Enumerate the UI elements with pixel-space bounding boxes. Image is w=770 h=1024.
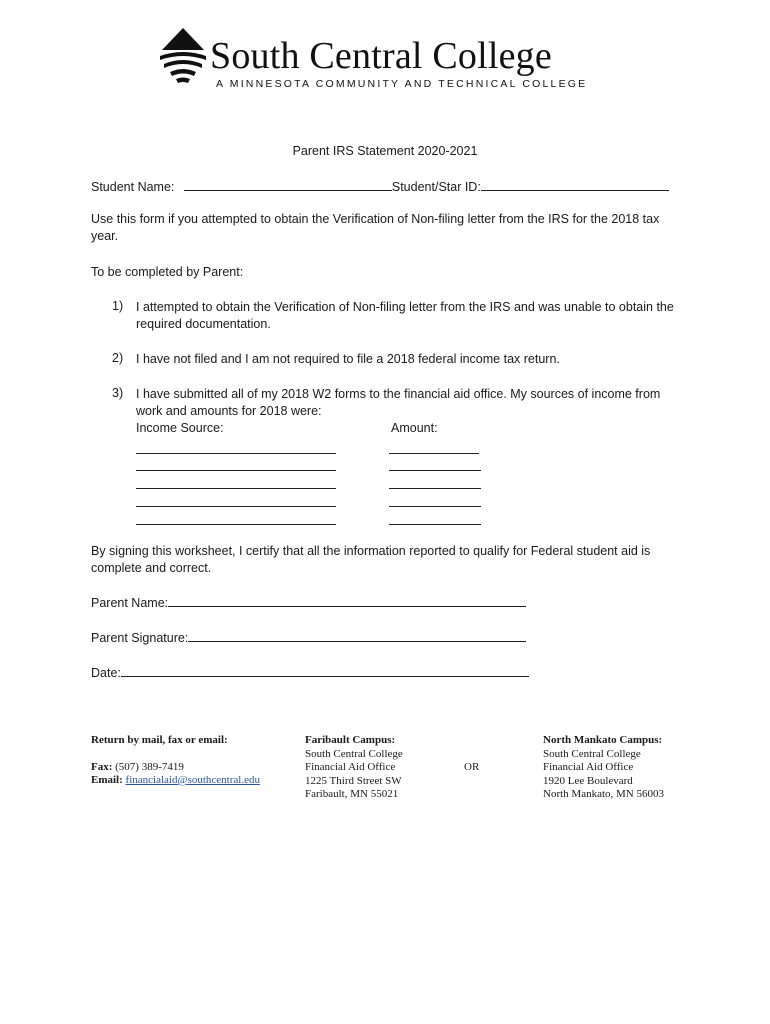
income-source-field[interactable] — [136, 441, 336, 454]
item-1-number: 1) — [112, 299, 124, 313]
faribault-heading: Faribault Campus: — [305, 734, 396, 746]
parent-name-field[interactable] — [168, 594, 526, 607]
certify-text: By signing this worksheet, I certify that all the information reported to qualify for Federal student aid is complete and correct. — [91, 544, 651, 575]
intro-text: Use this form if you attempted to obtain the Verification of Non-filing letter from the IRS for the 2018 tax year. — [91, 212, 660, 243]
faribault-line: Faribault, MN 55021 — [305, 788, 399, 800]
amount-field[interactable] — [389, 441, 479, 454]
item-3-number: 3) — [112, 386, 124, 400]
faribault-line: 1225 Third Street SW — [305, 774, 402, 787]
income-source-field[interactable] — [136, 458, 336, 471]
faribault-line: Financial Aid Office — [305, 761, 396, 773]
amount-field[interactable] — [389, 458, 481, 471]
parent-name-row — [91, 594, 526, 612]
item-2-number: 2) — [112, 351, 124, 365]
date-row — [91, 664, 529, 682]
student-name-label: Student Name: — [91, 180, 175, 194]
north-mankato-campus — [543, 734, 664, 802]
student-name-row — [91, 178, 669, 196]
item-1-text: I attempted to obtain the Verification of Non-filing letter from the IRS and was unable to obtain the required documentation. — [136, 300, 674, 331]
page-title: Parent IRS Statement 2020-2021 — [292, 144, 478, 158]
north-mankato-heading: North Mankato Campus: — [543, 734, 663, 746]
amount-field[interactable] — [389, 476, 481, 489]
or-separator: OR — [464, 761, 480, 773]
college-logo — [158, 26, 618, 96]
student-name-field[interactable] — [184, 178, 392, 191]
college-tagline: A MINNESOTA COMMUNITY AND TECHNICAL COLLEGE — [216, 78, 588, 90]
parent-signature-label: Parent Signature: — [91, 631, 189, 645]
student-id-label: Student/Star ID: — [391, 180, 481, 194]
north-mankato-line: South Central College — [543, 747, 641, 760]
income-source-field[interactable] — [136, 494, 336, 507]
north-mankato-line: Financial Aid Office — [543, 761, 634, 773]
date-field[interactable] — [121, 664, 529, 677]
faribault-line: South Central College — [305, 747, 403, 760]
income-source-field[interactable] — [136, 512, 336, 525]
return-label: Return by mail, fax or email: — [91, 734, 228, 746]
return-info — [91, 734, 260, 788]
student-id-field[interactable] — [481, 178, 669, 191]
email-label: Email: — [91, 774, 123, 786]
item-2-text: I have not filed and I am not required to file a 2018 federal income tax return. — [136, 352, 560, 366]
fax-label: Fax: — [91, 760, 113, 773]
parent-signature-row — [91, 629, 526, 647]
completed-by-label: To be completed by Parent: — [91, 265, 244, 279]
income-source-label: Income Source: — [136, 421, 224, 435]
income-source-field[interactable] — [136, 476, 336, 489]
parent-name-label: Parent Name: — [91, 596, 169, 610]
amount-field[interactable] — [389, 494, 481, 507]
date-label: Date: — [91, 666, 121, 680]
faribault-campus — [305, 734, 403, 802]
college-name: South Central College — [210, 35, 552, 77]
north-mankato-line: 1920 Lee Boulevard — [543, 774, 633, 787]
item-3-text: I have submitted all of my 2018 W2 forms to the financial aid office. My sources of income from work and amounts for 2018 were: — [136, 387, 661, 418]
amount-label: Amount: — [391, 421, 438, 435]
email-link[interactable]: financialaid@southcentral.edu — [125, 774, 260, 786]
north-mankato-line: North Mankato, MN 56003 — [543, 788, 664, 800]
college-emblem-icon — [158, 26, 208, 86]
fax-value: (507) 389-7419 — [115, 760, 184, 773]
parent-signature-field[interactable] — [188, 629, 526, 642]
amount-field[interactable] — [389, 512, 481, 525]
